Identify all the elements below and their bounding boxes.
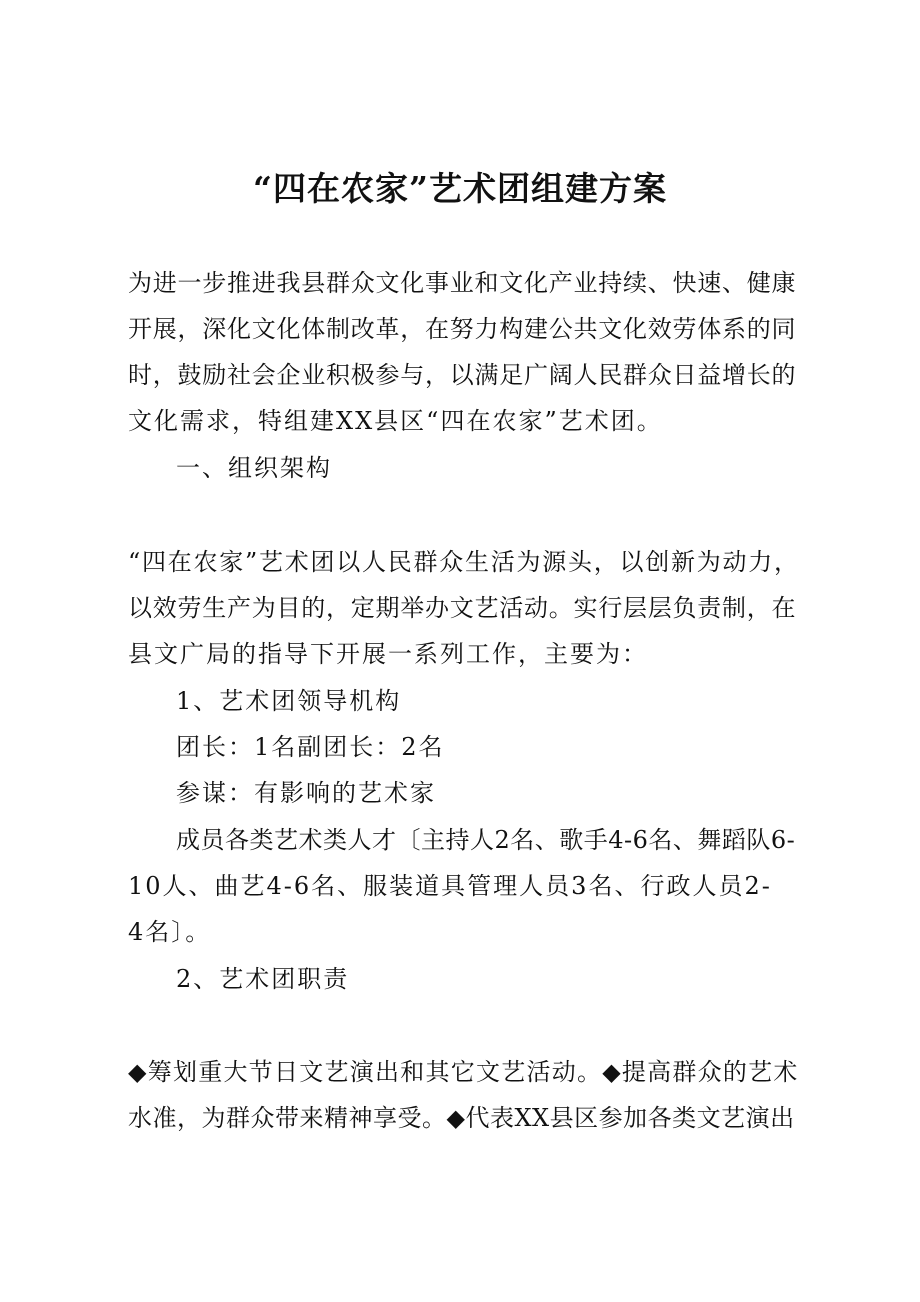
members-line-3: 4名〕。 (128, 918, 212, 946)
section-heading-organization: 一、组织架构 (176, 454, 332, 482)
intro-line-2: 开展，深化文化体制改革，在努力构建公共文化效劳体系的同 (128, 315, 797, 343)
members-line-1: 成员各类艺术类人才〔主持人2名、歌手4-6名、舞蹈队6- (176, 826, 796, 854)
intro-line-4: 文化需求，特组建XX县区“四在农家”艺术团。 (128, 407, 663, 435)
subsection-heading-duties: 2、艺术团职责 (176, 965, 350, 993)
intro-line-3: 时，鼓励社会企业积极参与，以满足广阔人民群众日益增长的 (128, 361, 797, 389)
subsection-heading-leadership: 1、艺术团领导机构 (176, 687, 402, 715)
intro-line-1: 为进一步推进我县群众文化事业和文化产业持续、快速、健康 (128, 269, 797, 297)
members-line-2: 10人、曲艺4-6名、服装道具管理人员3名、行政人员2- (128, 872, 772, 900)
duties-line-2: 水准，为群众带来精神享受。◆代表XX县区参加各类文艺演出 (128, 1104, 795, 1132)
section1-line-3: 县文广局的指导下开展一系列工作，主要为： (128, 640, 648, 668)
advisor-line: 参谋：有影响的艺术家 (176, 779, 436, 807)
section1-line-2: 以效劳生产为目的，定期举办文艺活动。实行层层负责制，在 (128, 594, 797, 622)
leaders-line: 团长：1名副团长：2名 (176, 733, 445, 761)
duties-line-1: ◆筹划重大节日文艺演出和其它文艺活动。◆提高群众的艺术 (128, 1058, 799, 1086)
section1-line-1: “四在农家”艺术团以人民群众生活为源头，以创新为动力， (128, 548, 800, 576)
document-title: “四在农家”艺术团组建方案 (253, 169, 667, 208)
